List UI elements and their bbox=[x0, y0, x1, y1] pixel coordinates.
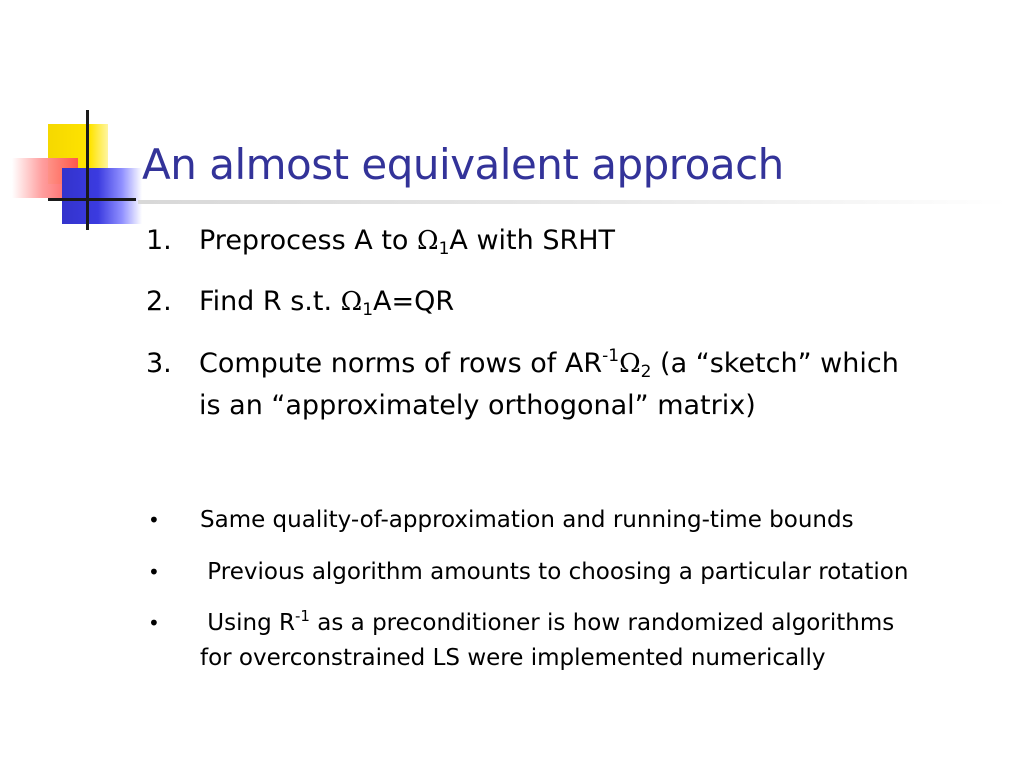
item-text-part: A=QR bbox=[373, 286, 455, 317]
logo-horizontal-line bbox=[48, 198, 136, 201]
superscript: -1 bbox=[602, 346, 620, 366]
omega-symbol: Ω bbox=[340, 287, 363, 317]
item-text-part: Find R s.t. bbox=[199, 286, 341, 317]
subscript: 1 bbox=[438, 239, 450, 259]
subscript: 1 bbox=[362, 300, 374, 320]
omega-symbol: Ω bbox=[619, 349, 641, 379]
bullet-text-part: Using R bbox=[200, 610, 295, 636]
bullet-text: Same quality-of-approximation and running-time bounds bbox=[200, 507, 854, 533]
title-underline bbox=[138, 200, 1008, 204]
item-line-1 bbox=[199, 343, 899, 385]
logo-blue-square bbox=[62, 168, 142, 224]
omega-symbol: Ω bbox=[417, 226, 439, 256]
item-line-2: is an “approximately orthogonal” matrix) bbox=[199, 390, 756, 421]
item-text bbox=[199, 281, 454, 323]
logo-vertical-line bbox=[86, 110, 89, 230]
item-text-part: Compute norms of rows of AR bbox=[199, 348, 603, 379]
item-number: 3. bbox=[146, 348, 172, 379]
bullet-text: Previous algorithm amounts to choosing a particular rotation bbox=[200, 559, 909, 585]
bullet-symbol: • bbox=[148, 508, 160, 532]
bullet-symbol: • bbox=[148, 560, 160, 584]
subscript: 2 bbox=[640, 362, 652, 382]
item-text-part: Preprocess A to bbox=[199, 225, 418, 256]
bullet-line-1 bbox=[200, 606, 894, 641]
bullet-symbol: • bbox=[148, 611, 160, 635]
bullet-line-2: for overconstrained LS were implemented numerically bbox=[200, 645, 826, 671]
item-text bbox=[199, 343, 899, 427]
item-text bbox=[199, 220, 615, 262]
bullet-text bbox=[200, 606, 894, 676]
item-number: 1. bbox=[146, 225, 172, 256]
item-text-part: (a “sketch” which bbox=[651, 348, 899, 379]
slide-title: An almost equivalent approach bbox=[142, 140, 784, 189]
item-number: 2. bbox=[146, 286, 172, 317]
decorative-logo bbox=[0, 0, 140, 240]
item-text-part: A with SRHT bbox=[449, 225, 616, 256]
superscript: -1 bbox=[295, 607, 310, 625]
bullet-text-part: as a preconditioner is how randomized algorithms bbox=[309, 610, 895, 636]
